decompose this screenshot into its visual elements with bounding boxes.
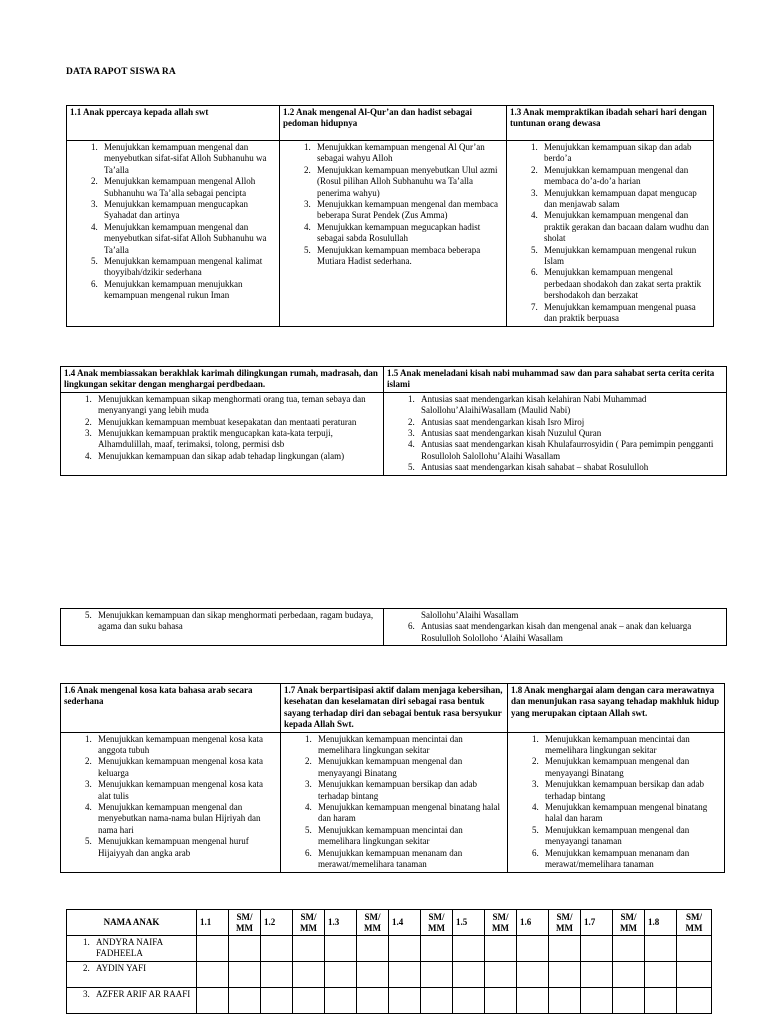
- score-cell[interactable]: [677, 988, 712, 1014]
- list-item: 5. Antusias saat mendengarkan kisah sahabat – shabat Rosululloh: [417, 462, 723, 473]
- grid-column-header: SM/ MM: [485, 910, 517, 936]
- table-1-4-to-1-5-continued: [60, 608, 727, 646]
- score-cell[interactable]: [325, 962, 357, 988]
- list-item: 1. Menujukkan kemampuan mengenal dan menyebutkan sifat-sifat Alloh Subhanuhu wa Ta’alla: [100, 142, 276, 176]
- score-cell[interactable]: [357, 962, 389, 988]
- list-1-4: [61, 392, 384, 475]
- score-cell[interactable]: [581, 936, 613, 962]
- list-item: 3. Menujukkan kemampuan mengenal kosa kata alat tulis: [94, 779, 277, 802]
- list-item: 5. Menujukkan kemampuan mengenal huruf Hijaiyyah dan angka arab: [94, 836, 277, 859]
- score-cell[interactable]: [261, 962, 293, 988]
- score-cell[interactable]: [197, 988, 229, 1014]
- table-1-6-to-1-8: [60, 683, 725, 873]
- score-cell[interactable]: [645, 988, 677, 1014]
- score-cell[interactable]: [549, 962, 581, 988]
- table-1-1-to-1-3: [66, 105, 714, 327]
- student-name-cell: [67, 962, 197, 988]
- list-item: 6. Menujukkan kemampuan mengenal perbedaan shodakoh dan zakat serta praktik bershodakoh dan berzakat: [540, 267, 710, 301]
- score-cell[interactable]: [421, 936, 453, 962]
- student-name: 1. ANDYRA NAIFA FADHEELA: [92, 937, 193, 959]
- student-assessment-table: [66, 909, 712, 1014]
- grid-column-header: SM/ MM: [677, 910, 712, 936]
- list-item: 4. Menujukkan kemampuan mengenal binatang halal dan haram: [314, 802, 504, 825]
- score-cell[interactable]: [485, 988, 517, 1014]
- list-item: 7. Menujukkan kemampuan mengenal puasa dan praktik berpuasa: [540, 302, 710, 325]
- score-cell[interactable]: [613, 936, 645, 962]
- list-item: 6. Menujukkan kemampuan menanam dan merawat/memelihara tanaman: [314, 848, 504, 871]
- score-cell[interactable]: [645, 962, 677, 988]
- score-cell[interactable]: [261, 936, 293, 962]
- grid-column-header: SM/ MM: [357, 910, 389, 936]
- score-cell[interactable]: [581, 988, 613, 1014]
- score-cell[interactable]: [389, 936, 421, 962]
- list-item: 4. Menujukkan kemampuan mengenal dan menyebutkan sifat-sifat Alloh Subhanuhu wa Ta’alla: [100, 222, 276, 256]
- list-item: 4. Menujukkan kemampuan mengenal dan praktik gerakan dan bacaan dalam wudhu dan sholat: [540, 210, 710, 244]
- score-cell[interactable]: [517, 988, 549, 1014]
- list-item: 1. Menujukkan kemampuan sikap menghormati orang tua, teman sebaya dan menyanyangi yang lebih muda: [94, 394, 380, 417]
- student-name: 2. AYDIN YAFI: [92, 963, 193, 974]
- document-title: DATA RAPOT SISWA RA: [66, 67, 176, 77]
- list-item: 5. Menujukkan kemampuan membaca beberapa Mutiara Hadist sederhana.: [313, 245, 503, 268]
- list-1-7: [281, 732, 508, 872]
- list-item: 6. Menujukkan kemampuan menanam dan merawat/memelihara tanaman: [541, 848, 721, 871]
- score-cell[interactable]: [421, 962, 453, 988]
- score-cell[interactable]: [229, 988, 261, 1014]
- list-item: 4. Menujukkan kemampuan mengenal binatang halal dan haram: [541, 802, 721, 825]
- list-item: 3. Menujukkan kemampuan dapat mengucap dan menjawab salam: [540, 188, 710, 211]
- list-item: 1. Antusias saat mendengarkan kisah kelahiran Nabi Muhammad Salollohu’AlaihiWasallam (Maulid Nabi): [417, 394, 723, 417]
- score-cell[interactable]: [581, 962, 613, 988]
- list-1-3: [507, 141, 714, 327]
- list-item: 3. Menujukkan kemampuan bersikap dan adab terhadap bintang: [314, 779, 504, 802]
- grid-column-header: 1.6: [517, 910, 549, 936]
- student-name-cell: [67, 936, 197, 962]
- list-1-5-continued: [384, 609, 727, 646]
- score-cell[interactable]: [517, 936, 549, 962]
- table-1-4-to-1-5: [60, 366, 727, 476]
- list-item: 2. Menujukkan kemampuan mengenal dan menyayangi Binatang: [314, 756, 504, 779]
- score-cell[interactable]: [421, 988, 453, 1014]
- list-item: 5. Menujukkan kemampuan dan sikap menghormati perbedaan, ragam budaya, agama dan suku bahasa: [94, 610, 380, 633]
- list-item: 1. Menujukkan kemampuan mengenal Al Qur’an sebagai wahyu Alloh: [313, 142, 503, 165]
- list-item: 6. Antusias saat mendengarkan kisah dan mengenal anak – anak dan keluarga Rosululloh Sololloho ‘Alaihi Wasallam: [417, 621, 723, 644]
- score-cell[interactable]: [293, 988, 325, 1014]
- score-cell[interactable]: [677, 962, 712, 988]
- score-cell[interactable]: [389, 962, 421, 988]
- score-cell[interactable]: [293, 962, 325, 988]
- list-item: 6. Menujukkan kemampuan menujukkan kemampuan mengenal rukun Iman: [100, 279, 276, 302]
- header-1-4: 1.4 Anak membiassakan berakhlak karimah dilingkungan rumah, madrasah, dan lingkungan sekitar dengan menghargai perdbedaan.: [61, 367, 384, 393]
- grid-column-header: 1.8: [645, 910, 677, 936]
- score-cell[interactable]: [677, 936, 712, 962]
- grid-column-header: 1.1: [197, 910, 229, 936]
- list-item: 4. Antusias saat mendengarkan kisah Khulafaurrosyidin ( Para pemimpin pengganti Rosulloloh Salollohu’Alaihi Wasallam: [417, 439, 723, 462]
- list-1-4-continued: [61, 609, 384, 646]
- grid-column-header: 1.4: [389, 910, 421, 936]
- score-cell[interactable]: [229, 962, 261, 988]
- list-1-1: [67, 141, 280, 327]
- score-cell[interactable]: [389, 988, 421, 1014]
- score-cell[interactable]: [485, 962, 517, 988]
- student-name-cell: [67, 988, 197, 1014]
- list-1-5: [384, 392, 727, 475]
- score-cell[interactable]: [453, 936, 485, 962]
- score-cell[interactable]: [357, 988, 389, 1014]
- list-item: 2. Menujukkan kemampuan menyebutkan Ulul azmi (Rosul pilihan Alloh Subhanuhu wa Ta’alla penerima wahyu): [313, 165, 503, 199]
- header-1-2: 1.2 Anak mengenal Al-Qur’an dan hadist sebagai pedoman hidupnya: [280, 106, 507, 141]
- score-cell[interactable]: [485, 936, 517, 962]
- score-cell[interactable]: [261, 988, 293, 1014]
- list-item: 4. Menujukkan kemampuan mengenal dan menyebutkan nama-nama bulan Hijriyah dan nama hari: [94, 802, 277, 836]
- score-cell[interactable]: [357, 936, 389, 962]
- list-item: 3. Menujukkan kemampuan praktik mengucapkan kata-kata terpuji, Alhamdulillah, maaf, terimaksi, tolong, permisi dsb: [94, 428, 380, 451]
- score-cell[interactable]: [613, 988, 645, 1014]
- list-1-6: [61, 732, 281, 872]
- score-cell[interactable]: [453, 962, 485, 988]
- list-item: 1. Menujukkan kemampuan mengenal kosa kata anggota tubuh: [94, 734, 277, 757]
- list-item: 1. Menujukkan kemampuan mencintai dan memelihara lingkungan sekitar: [541, 734, 721, 757]
- list-item: 1. Menujukkan kemampuan sikap dan adab berdo’a: [540, 142, 710, 165]
- list-item: 3. Menujukkan kemampuan mengenal dan membaca beberapa Surat Pendek (Zus Amma): [313, 199, 503, 222]
- table-row: [67, 988, 712, 1014]
- score-cell[interactable]: [613, 962, 645, 988]
- list-item: 3. Menujukkan kemampuan mengucapkan Syahadat dan artinya: [100, 199, 276, 222]
- grid-column-header: SM/ MM: [229, 910, 261, 936]
- grid-column-header: SM/ MM: [421, 910, 453, 936]
- grid-column-header: 1.5: [453, 910, 485, 936]
- list-item: 1. Menujukkan kemampuan mencintai dan memelihara lingkungan sekitar: [314, 734, 504, 757]
- list-item: 5. Menujukkan kemampuan mengenal kalimat thoyyibah/dzikir sederhana: [100, 256, 276, 279]
- list-item: 2. Menujukkan kemampuan membuat kesepakatan dan mentaati peraturan: [94, 417, 380, 428]
- list-item: 2. Menujukkan kemampuan mengenal dan menyayangi Binatang: [541, 756, 721, 779]
- header-1-3: 1.3 Anak mempraktikan ibadah sehari hari dengan tuntunan orang dewasa: [507, 106, 714, 141]
- list-item: 5. Menujukkan kemampuan mengenal rukun Islam: [540, 245, 710, 268]
- score-cell[interactable]: [197, 962, 229, 988]
- list-item: 4. Menujukkan kemampuan dan sikap adab tehadap lingkungan (alam): [94, 451, 380, 462]
- list-1-5-wrapped-line: Salollohu’Alaihi Wasallam: [421, 610, 519, 620]
- score-cell[interactable]: [197, 936, 229, 962]
- list-item: 4. Menujukkan kemampuan megucapkan hadist sebagai sabda Rosulullah: [313, 222, 503, 245]
- list-1-2: [280, 141, 507, 327]
- list-item: 5. Menujukkan kemampuan mengenal dan menyayangi tanaman: [541, 825, 721, 848]
- list-1-8: [508, 732, 725, 872]
- list-item: 3. Antusias saat mendengarkan kisah Nuzulul Quran: [417, 428, 723, 439]
- header-1-6: 1.6 Anak mengenal kosa kata bahasa arab secara sederhana: [61, 684, 281, 733]
- list-item: 2. Antusias saat mendengarkan kisah Isro Miroj: [417, 417, 723, 428]
- grid-column-header: 1.7: [581, 910, 613, 936]
- score-cell[interactable]: [325, 936, 357, 962]
- grid-column-header: 1.3: [325, 910, 357, 936]
- score-cell[interactable]: [645, 936, 677, 962]
- grid-column-header: SM/ MM: [549, 910, 581, 936]
- list-item: 5. Menujukkan kemampuan mencintai dan memelihara lingkungan sekitar: [314, 825, 504, 848]
- score-cell[interactable]: [293, 936, 325, 962]
- header-1-7: 1.7 Anak berpartisipasi aktif dalam menjaga kebersihan, kesehatan dan keselamatan diri sebagai rasa bentuk sayang terhadap diri dan sebagai bentuk rasa bersyukur kepada Allah Swt.: [281, 684, 508, 733]
- list-item: 2. Menujukkan kemampuan mengenal dan membaca do’a-do’a harian: [540, 165, 710, 188]
- list-item: 3. Menujukkan kemampuan bersikap dan adab terhadap bintang: [541, 779, 721, 802]
- list-item: 2. Menujukkan kemampuan mengenal kosa kata keluarga: [94, 756, 277, 779]
- table-row: [67, 936, 712, 962]
- score-cell[interactable]: [325, 988, 357, 1014]
- score-cell[interactable]: [229, 936, 261, 962]
- header-1-1: 1.1 Anak ppercaya kepada allah swt: [67, 106, 280, 141]
- student-name: 3. AZFER ARIF AR RAAFI: [92, 989, 193, 1000]
- header-1-8: 1.8 Anak menghargai alam dengan cara merawatnya dan menunjukan rasa sayang tehadap makhluk hidup yang merupakan ciptaan Allah swt.: [508, 684, 725, 733]
- grid-column-header: SM/ MM: [613, 910, 645, 936]
- score-cell[interactable]: [549, 936, 581, 962]
- score-cell[interactable]: [453, 988, 485, 1014]
- table-row: [67, 962, 712, 988]
- list-item: 2. Menujukkan kemampuan mengenal Alloh Subhanuhu wa Ta’alla sebagai pencipta: [100, 176, 276, 199]
- grid-column-header: 1.2: [261, 910, 293, 936]
- score-cell[interactable]: [517, 962, 549, 988]
- score-cell[interactable]: [549, 988, 581, 1014]
- name-column-header: NAMA ANAK: [67, 910, 197, 936]
- grid-column-header: SM/ MM: [293, 910, 325, 936]
- header-1-5: 1.5 Anak meneladani kisah nabi muhammad saw dan para sahabat serta cerita cerita islami: [384, 367, 727, 393]
